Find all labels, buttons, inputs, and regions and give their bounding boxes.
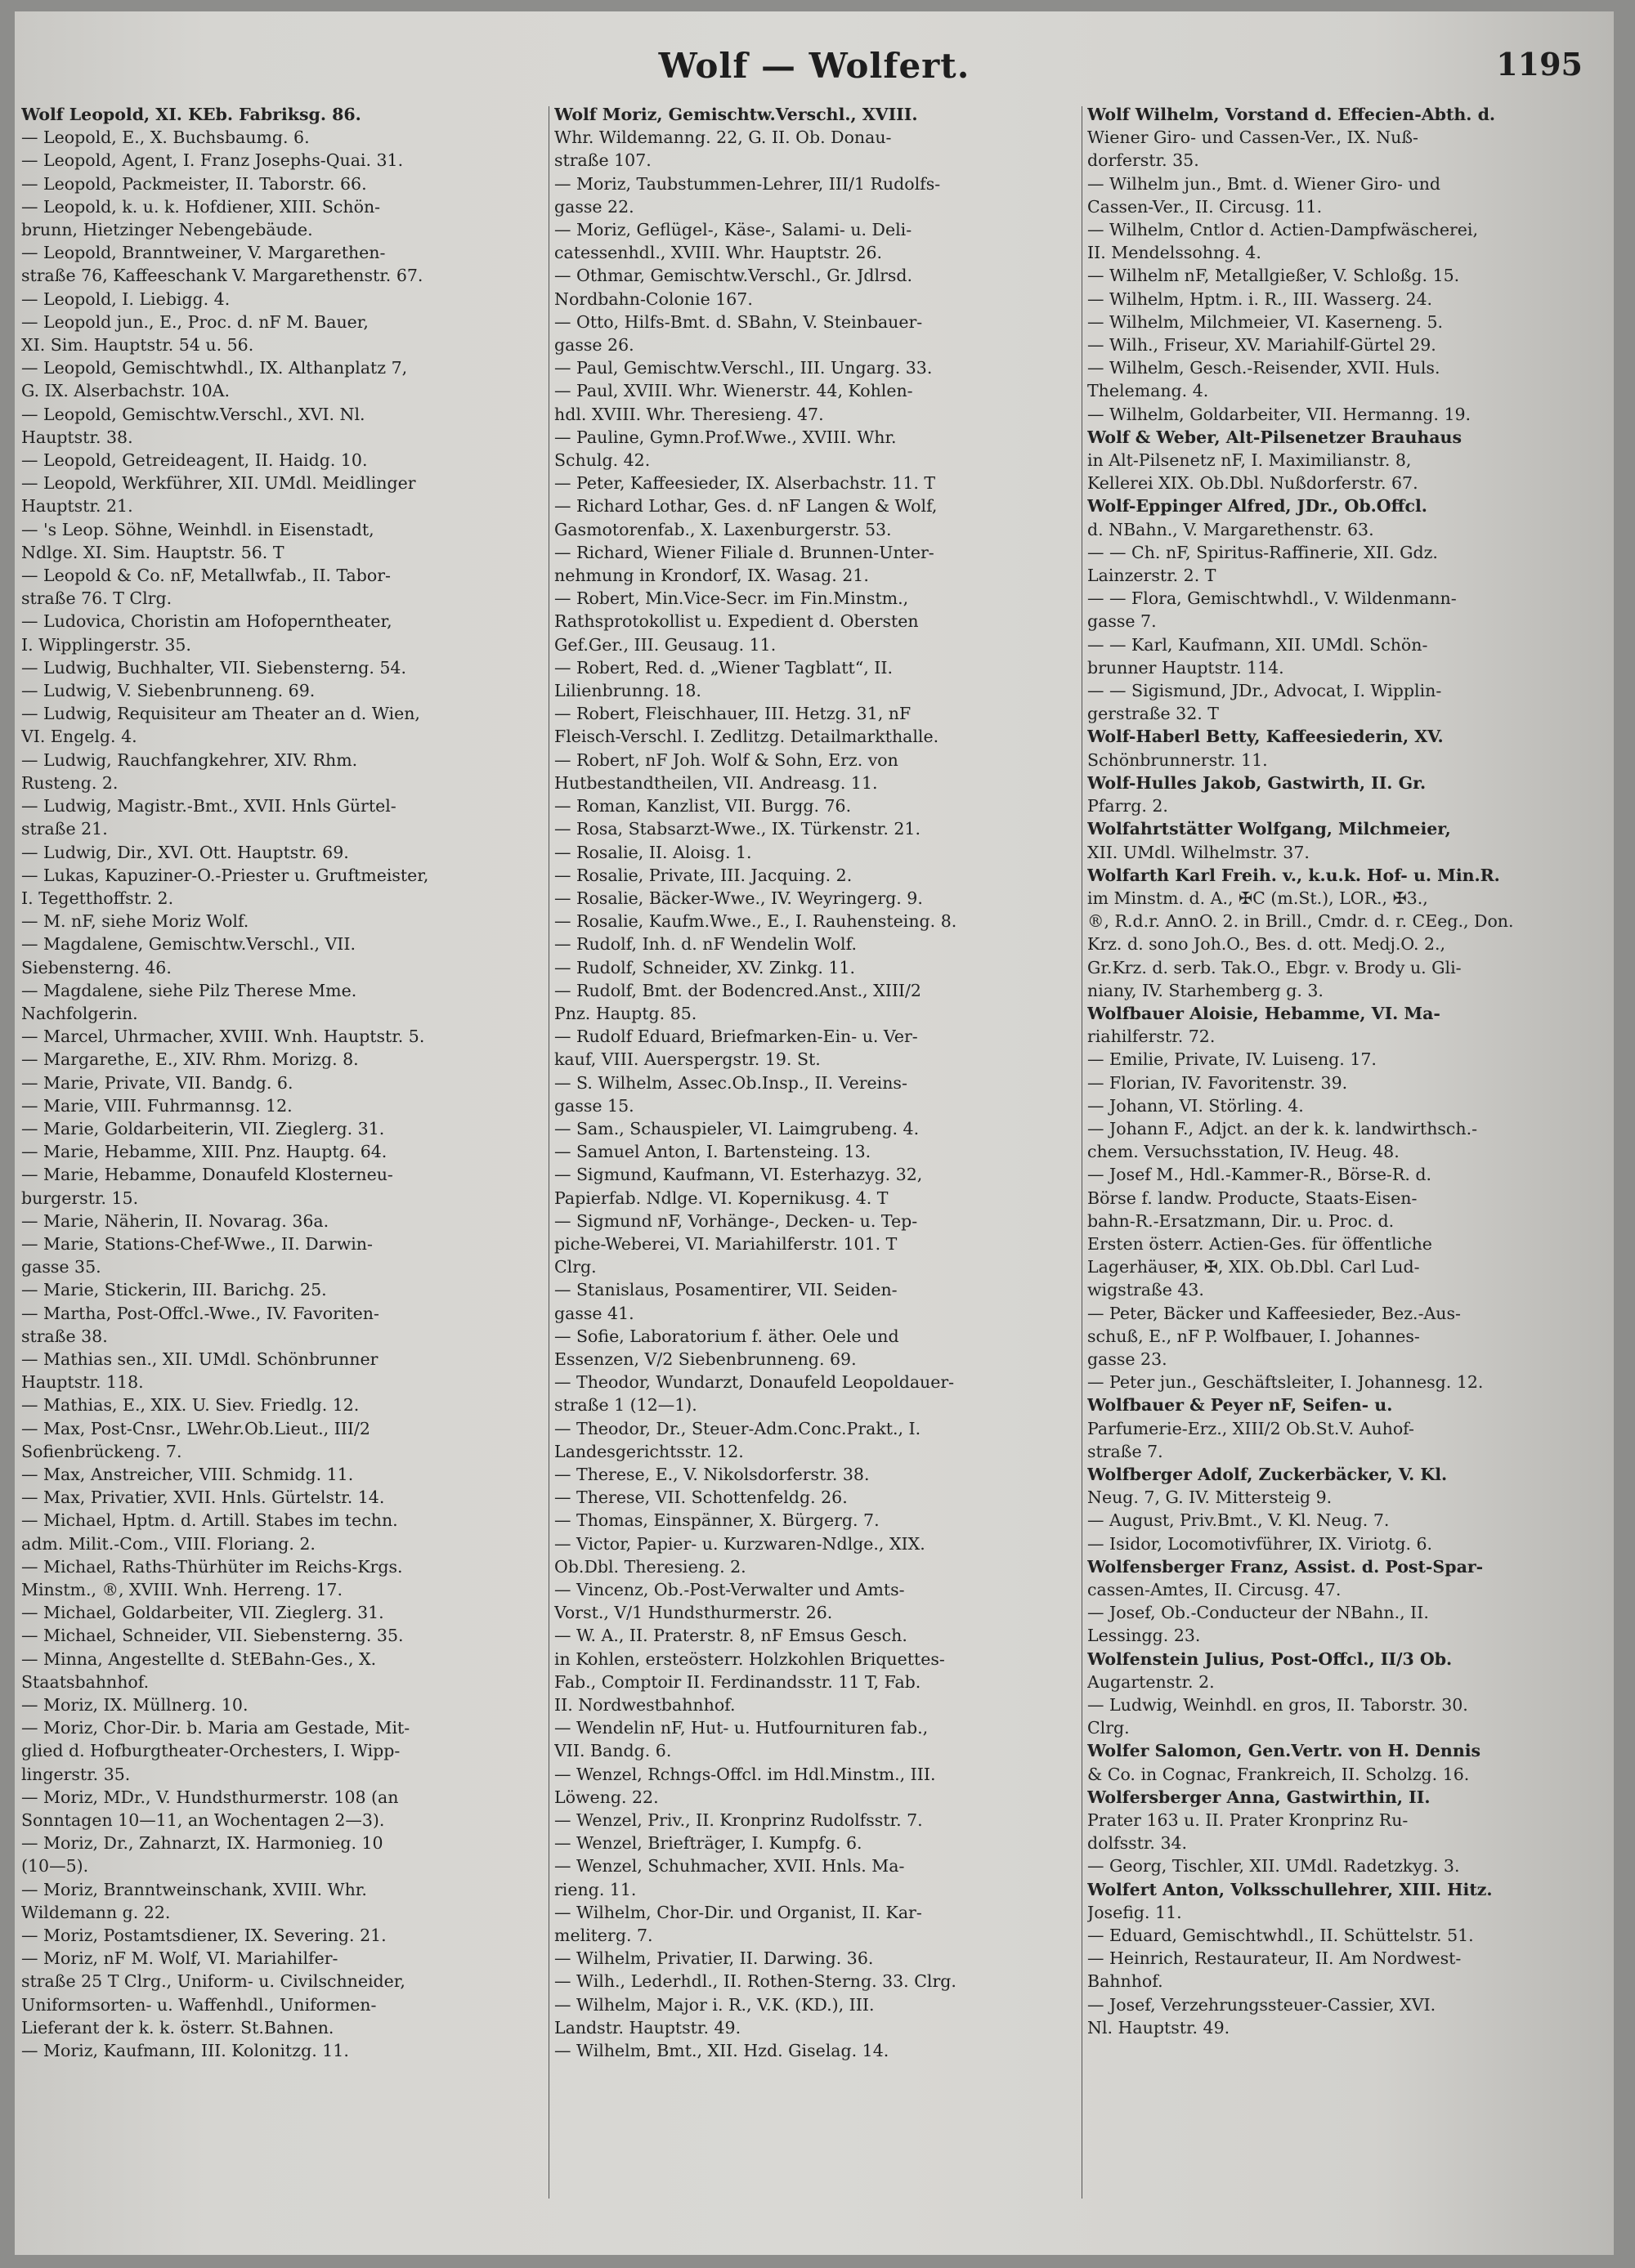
directory-entry-line: — Richard Lothar, Ges. d. nF Langen & Wolf,: [554, 496, 938, 517]
directory-entry-line: — Paul, XVIII. Whr. Wienerstr. 44, Kohlen-: [554, 381, 913, 401]
directory-entry-line: — Marie, Stickerin, III. Barichg. 25.: [21, 1280, 327, 1300]
directory-entry-line: — Sigmund, Kaufmann, VI. Esterhazyg. 32,: [554, 1165, 923, 1185]
directory-entry-line: Wolfberger Adolf, Zuckerbäcker, V. Kl.: [1087, 1464, 1448, 1484]
directory-entry-line: gasse 35.: [21, 1257, 101, 1277]
directory-entry-line: schuß, E., nF P. Wolfbauer, I. Johannes-: [1087, 1326, 1420, 1346]
directory-entry-line: Prater 163 u. II. Prater Kronprinz Ru-: [1087, 1810, 1409, 1831]
directory-entry-line: — Marie, Näherin, II. Novarag. 36a.: [21, 1210, 329, 1231]
directory-entry-line: — Othmar, Gemischtw.Verschl., Gr. Jdlrsd.: [554, 266, 913, 286]
directory-entry-line: — — Sigismund, JDr., Advocat, I. Wipplin-: [1087, 681, 1442, 701]
directory-entry-line: — Vincenz, Ob.-Post-Verwalter und Amts-: [554, 1580, 905, 1599]
directory-entry-line: — Peter jun., Geschäftsleiter, I. Johannesg. 12.: [1087, 1372, 1484, 1393]
directory-entry-line: — Sam., Schauspieler, VI. Laimgrubeng. 4.: [554, 1118, 920, 1138]
directory-entry-line: — Wilhelm nF, Metallgießer, V. Schloßg. 15.: [1087, 266, 1460, 286]
directory-entry-line: im Minstm. d. A., ✠C (m.St.), LOR., ✠3.,: [1087, 888, 1428, 908]
directory-entry-line: Uniformsorten- u. Waffenhdl., Uniformen-: [21, 1994, 377, 2015]
directory-entry-line: — Rudolf, Schneider, XV. Zinkg. 11.: [554, 957, 856, 977]
directory-entry-line: — Wilhelm, Cntlor d. Actien-Dampfwäscherei,: [1087, 220, 1478, 240]
directory-entry-line: — Emilie, Private, IV. Luiseng. 17.: [1087, 1049, 1377, 1070]
directory-entry-line: Wolfahrtstätter Wolfgang, Milchmeier,: [1087, 819, 1451, 839]
directory-entry-line: — Ludwig, Weinhdl. en gros, II. Taborstr. 30.: [1087, 1695, 1468, 1716]
directory-entry-line: Wolf-Haberl Betty, Kaffeesiederin, XV.: [1087, 727, 1444, 747]
directory-entry-line: — Johann F., Adjct. an der k. k. landwirthsch.-: [1087, 1118, 1478, 1138]
directory-entry-line: — Rosa, Stabsarzt-Wwe., IX. Türkenstr. 21.: [554, 819, 921, 839]
directory-entry-line: — Leopold, Branntweiner, V. Margarethen-: [21, 243, 386, 263]
directory-entry-line: kauf, VIII. Auerspergstr. 19. St.: [554, 1049, 821, 1070]
directory-entry-line: Siebensterng. 46.: [21, 957, 172, 977]
directory-entry-line: — Rosalie, Private, III. Jacquing. 2.: [554, 865, 853, 885]
directory-entry-line: VI. Engelg. 4.: [21, 727, 137, 747]
directory-entry-line: Wildemann g. 22.: [21, 1902, 171, 1922]
directory-entry-line: Parfumerie-Erz., XIII/2 Ob.St.V. Auhof-: [1087, 1418, 1414, 1438]
directory-entry-line: — Leopold, Getreideagent, II. Haidg. 10.: [21, 450, 368, 471]
directory-entry-line: — Josef, Ob.-Conducteur der NBahn., II.: [1087, 1603, 1429, 1623]
directory-entry-line: cassen-Amtes, II. Circusg. 47.: [1087, 1580, 1342, 1599]
directory-entry-line: — Max, Anstreicher, VIII. Schmidg. 11.: [21, 1464, 354, 1484]
directory-entry-line: Nachfolgerin.: [21, 1003, 138, 1023]
directory-entry-line: straße 25 T Clrg., Uniform- u. Civilschneider,: [21, 1971, 405, 1992]
directory-entry-line: — Leopold, Packmeister, II. Taborstr. 66.: [21, 173, 367, 194]
directory-entry-line: brunn, Hietzinger Nebengebäude.: [21, 220, 313, 240]
directory-entry-line: — Robert, nF Joh. Wolf & Sohn, Erz. von: [554, 749, 898, 770]
directory-entry-line: — Thomas, Einspänner, X. Bürgerg. 7.: [554, 1510, 880, 1531]
directory-entry-line: — Michael, Goldarbeiter, VII. Zieglerg. 31.: [21, 1603, 384, 1623]
directory-entry-line: straße 107.: [554, 150, 652, 171]
directory-entry-line: — Rudolf, Inh. d. nF Wendelin Wolf.: [554, 934, 857, 955]
directory-entry-line: — Florian, IV. Favoritenstr. 39.: [1087, 1072, 1348, 1093]
directory-entry-line: Wolfarth Karl Freih. v., k.u.k. Hof- u. Min.R.: [1087, 865, 1500, 885]
directory-entry-line: — Moriz, MDr., V. Hundsthurmerstr. 108 (an: [21, 1787, 399, 1807]
directory-entry-line: — Wilhelm, Gesch.-Reisender, XVII. Huls.: [1087, 358, 1440, 378]
directory-entry-line: piche-Weberei, VI. Mariahilferstr. 101. T: [554, 1233, 898, 1254]
directory-entry-line: — S. Wilhelm, Assec.Ob.Insp., II. Vereins-: [554, 1072, 907, 1093]
directory-entry-line: — Rosalie, Bäcker-Wwe., IV. Weyringerg. 9.: [554, 888, 923, 908]
directory-entry-line: Papierfab. Ndlge. VI. Kopernikusg. 4. T: [554, 1188, 889, 1208]
directory-entry-line: Wolf Wilhelm, Vorstand d. Effecien-Abth. d.: [1087, 105, 1496, 124]
directory-entry-line: Krz. d. sono Joh.O., Bes. d. ott. Medj.O. 2.,: [1087, 934, 1446, 955]
directory-entry-line: — Moriz, Taubstummen-Lehrer, III/1 Rudolfs-: [554, 173, 941, 194]
directory-entry-line: — Marie, Private, VII. Bandg. 6.: [21, 1072, 293, 1093]
directory-entry-line: Lilienbrunng. 18.: [554, 681, 701, 701]
column-2: [554, 103, 1079, 2228]
directory-entry-line: glied d. Hofburgtheater-Orchesters, I. Wipp-: [21, 1741, 401, 1761]
directory-entry-line: — Heinrich, Restaurateur, II. Am Nordwest-: [1087, 1948, 1462, 1969]
directory-entry-line: II. Nordwestbahnhof.: [554, 1695, 736, 1716]
directory-entry-line: — Marie, Hebamme, XIII. Pnz. Hauptg. 64.: [21, 1142, 387, 1162]
directory-entry-line: — Leopold jun., E., Proc. d. nF M. Bauer,: [21, 311, 369, 332]
directory-entry-line: G. IX. Alserbachstr. 10A.: [21, 381, 230, 401]
directory-entry-line: — Moriz, Chor-Dir. b. Maria am Gestade, Mit-: [21, 1718, 410, 1738]
directory-entry-line: Staatsbahnhof.: [21, 1671, 150, 1692]
directory-entry-line: — August, Priv.Bmt., V. Kl. Neug. 7.: [1087, 1510, 1390, 1531]
directory-entry-line: — Ludwig, Magistr.-Bmt., XVII. Hnls Gürtel-: [21, 796, 396, 816]
directory-entry-line: — W. A., II. Praterstr. 8, nF Emsus Gesch.: [554, 1626, 907, 1646]
directory-entry-line: chem. Versuchsstation, IV. Heug. 48.: [1087, 1142, 1400, 1162]
directory-entry-line: — Wilhelm jun., Bmt. d. Wiener Giro- und: [1087, 173, 1441, 194]
directory-entry-line: — Marie, VIII. Fuhrmannsg. 12.: [21, 1095, 293, 1116]
directory-page: [15, 11, 1614, 2255]
directory-entry-line: — Martha, Post-Offcl.-Wwe., IV. Favoriten-: [21, 1303, 379, 1323]
column-3: [1087, 103, 1612, 2228]
directory-entry-line: — Robert, Min.Vice-Secr. im Fin.Minstm.,: [554, 588, 909, 609]
directory-entry-line: straße 38.: [21, 1326, 108, 1346]
directory-entry-line: Wolfensberger Franz, Assist. d. Post-Spar-: [1087, 1556, 1484, 1577]
directory-entry-line: dorferstr. 35.: [1087, 150, 1199, 171]
directory-entry-line: — Sofie, Laboratorium f. äther. Oele und: [554, 1326, 899, 1346]
directory-entry-line: — — Karl, Kaufmann, XII. UMdl. Schön-: [1087, 634, 1428, 655]
directory-entry-line: Landesgerichtsstr. 12.: [554, 1441, 744, 1461]
directory-entry-line: — Johann, VI. Störling. 4.: [1087, 1095, 1304, 1116]
directory-entry-line: Thelemang. 4.: [1087, 381, 1209, 401]
directory-entry-line: — Stanislaus, Posamentirer, VII. Seiden-: [554, 1280, 898, 1300]
directory-entry-line: — Wilhelm, Goldarbeiter, VII. Hermanng. 19.: [1087, 404, 1472, 424]
directory-entry-line: Lagerhäuser, ✠, XIX. Ob.Dbl. Carl Lud-: [1087, 1257, 1420, 1277]
directory-entry-line: — Moriz, IX. Müllnerg. 10.: [21, 1695, 249, 1716]
directory-entry-line: — Ludwig, Dir., XVI. Ott. Hauptstr. 69.: [21, 842, 349, 862]
directory-entry-line: — Leopold, E., X. Buchsbaumg. 6.: [21, 127, 310, 148]
directory-entry-line: (10—5).: [21, 1856, 89, 1877]
directory-entry-line: — Robert, Red. d. „Wiener Tagblatt“, II.: [554, 657, 893, 678]
directory-entry-line: Schönbrunnerstr. 11.: [1087, 749, 1268, 770]
directory-entry-line: XI. Sim. Hauptstr. 54 u. 56.: [21, 335, 254, 356]
directory-entry-line: — Isidor, Locomotivführer, IX. Viriotg. 6.: [1087, 1533, 1433, 1554]
directory-entry-line: — Minna, Angestellte d. StEBahn-Ges., X.: [21, 1648, 377, 1669]
directory-entry-line: — Mathias, E., XIX. U. Siev. Friedlg. 12.: [21, 1395, 360, 1416]
directory-entry-line: Wolfer Salomon, Gen.Vertr. von H. Dennis: [1087, 1741, 1481, 1761]
directory-entry-line: gasse 7.: [1087, 611, 1157, 632]
directory-entry-line: Sonntagen 10—11, an Wochentagen 2—3).: [21, 1810, 385, 1831]
directory-entry-line: — Roman, Kanzlist, VII. Burgg. 76.: [554, 796, 852, 816]
directory-entry-line: — Therese, E., V. Nikolsdorferstr. 38.: [554, 1464, 870, 1484]
directory-entry-line: — Michael, Hptm. d. Artill. Stabes im techn.: [21, 1510, 398, 1531]
directory-entry-line: riahilferstr. 72.: [1087, 1027, 1216, 1047]
directory-entry-line: Landstr. Hauptstr. 49.: [554, 2017, 741, 2038]
directory-entry-line: burgerstr. 15.: [21, 1188, 139, 1208]
directory-entry-line: nehmung in Krondorf, IX. Wasag. 21.: [554, 566, 869, 586]
directory-entry-line: — Peter, Kaffeesieder, IX. Alserbachstr. 11. T: [554, 473, 936, 494]
directory-entry-line: Bahnhof.: [1087, 1971, 1163, 1992]
directory-entry-line: Löweng. 22.: [554, 1787, 659, 1807]
directory-entry-line: — Moriz, nF M. Wolf, VI. Mariahilfer-: [21, 1948, 338, 1969]
directory-entry-line: Essenzen, V/2 Siebenbrunneng. 69.: [554, 1349, 857, 1369]
directory-entry-line: — Moriz, Kaufmann, III. Kolonitzg. 11.: [21, 2041, 349, 2061]
directory-entry-line: — Wilh., Lederhdl., II. Rothen-Sterng. 33. Clrg.: [554, 1971, 956, 1992]
directory-entry-line: — Peter, Bäcker und Kaffeesieder, Bez.-Aus-: [1087, 1303, 1461, 1323]
directory-entry-line: & Co. in Cognac, Frankreich, II. Scholzg. 16.: [1087, 1764, 1470, 1784]
directory-entry-line: XII. UMdl. Wilhelmstr. 37.: [1087, 842, 1310, 862]
directory-entry-line: — Michael, Schneider, VII. Siebensterng. 35.: [21, 1626, 404, 1646]
directory-entry-line: — Theodor, Wundarzt, Donaufeld Leopoldauer-: [554, 1372, 955, 1393]
directory-entry-line: I. Wipplingerstr. 35.: [21, 634, 191, 655]
directory-entry-line: — Leopold, k. u. k. Hofdiener, XIII. Schön-: [21, 196, 381, 217]
directory-entry-line: Nl. Hauptstr. 49.: [1087, 2017, 1230, 2038]
directory-entry-line: — Moriz, Branntweinschank, XVIII. Whr.: [21, 1879, 367, 1899]
directory-entry-line: — Magdalene, Gemischtw.Verschl., VII.: [21, 934, 356, 955]
directory-entry-line: — Wenzel, Priv., II. Kronprinz Rudolfsstr. 7.: [554, 1810, 923, 1831]
directory-entry-line: Whr. Wildemanng. 22, G. II. Ob. Donau-: [554, 127, 892, 148]
directory-entry-line: — Eduard, Gemischtwhdl., II. Schüttelstr. 51.: [1087, 1926, 1474, 1946]
directory-entry-line: — Leopold, I. Liebigg. 4.: [21, 289, 231, 309]
directory-entry-line: Wolfenstein Julius, Post-Offcl., II/3 Ob.: [1087, 1648, 1453, 1669]
directory-entry-line: — Wilhelm, Privatier, II. Darwing. 36.: [554, 1948, 874, 1969]
directory-entry-line: dolfsstr. 34.: [1087, 1833, 1188, 1854]
directory-entry-line: Wolfbauer & Peyer nF, Seifen- u.: [1087, 1395, 1393, 1416]
directory-entry-line: straße 21.: [21, 819, 108, 839]
directory-entry-line: Lainzerstr. 2. T: [1087, 566, 1216, 586]
directory-entry-line: — Marcel, Uhrmacher, XVIII. Wnh. Hauptstr. 5.: [21, 1027, 425, 1047]
directory-entry-line: Wolf-Eppinger Alfred, JDr., Ob.Offcl.: [1087, 496, 1427, 517]
directory-entry-line: — — Flora, Gemischtwhdl., V. Wildenmann-: [1087, 588, 1457, 609]
directory-entry-line: Neug. 7, G. IV. Mittersteig 9.: [1087, 1487, 1333, 1508]
directory-entry-line: Pnz. Hauptg. 85.: [554, 1003, 697, 1023]
directory-entry-line: — Ludwig, Requisiteur am Theater an d. Wien,: [21, 704, 420, 724]
directory-entry-line: — Leopold, Gemischtw.Verschl., XVI. Nl.: [21, 404, 365, 424]
directory-entry-line: — Wilhelm, Milchmeier, VI. Kaserneng. 5.: [1087, 311, 1444, 332]
directory-entry-line: Pfarrg. 2.: [1087, 796, 1168, 816]
directory-entry-line: — Rudolf, Bmt. der Bodencred.Anst., XIII/2: [554, 980, 921, 1000]
directory-entry-line: Cassen-Ver., II. Circusg. 11.: [1087, 196, 1323, 217]
directory-entry-line: — Paul, Gemischtw.Verschl., III. Ungarg. 33.: [554, 358, 933, 378]
directory-entry-line: brunner Hauptstr. 114.: [1087, 657, 1284, 678]
directory-entry-line: gasse 15.: [554, 1095, 634, 1116]
directory-entry-line: — Josef M., Hdl.-Kammer-R., Börse-R. d.: [1087, 1165, 1432, 1185]
directory-entry-line: Lieferant der k. k. österr. St.Bahnen.: [21, 2017, 334, 2038]
directory-entry-line: in Alt-Pilsenetz nF, I. Maximilianstr. 8,: [1087, 450, 1412, 471]
directory-entry-line: — — Ch. nF, Spiritus-Raffinerie, XII. Gdz.: [1087, 542, 1438, 562]
directory-entry-line: gasse 23.: [1087, 1349, 1167, 1369]
directory-entry-line: I. Tegetthoffstr. 2.: [21, 888, 174, 908]
directory-entry-line: bahn-R.-Ersatzmann, Dir. u. Proc. d.: [1087, 1210, 1395, 1231]
directory-entry-line: — Samuel Anton, I. Bartensteing. 13.: [554, 1142, 871, 1162]
directory-entry-line: Ob.Dbl. Theresieng. 2.: [554, 1556, 746, 1577]
directory-entry-line: straße 1 (12—1).: [554, 1395, 697, 1416]
directory-entry-line: — Marie, Goldarbeiterin, VII. Zieglerg. 31.: [21, 1118, 385, 1138]
directory-entry-line: straße 76, Kaffeeschank V. Margarethenstr. 67.: [21, 266, 423, 286]
directory-entry-line: Vorst., V/1 Hundsthurmerstr. 26.: [554, 1603, 833, 1623]
directory-entry-line: — Leopold & Co. nF, Metallwfab., II. Tabor-: [21, 566, 391, 586]
directory-entry-line: gasse 26.: [554, 335, 634, 356]
directory-entry-line: Schulg. 42.: [554, 450, 651, 471]
directory-entry-line: — Ludwig, Rauchfangkehrer, XIV. Rhm.: [21, 749, 358, 770]
directory-entry-line: Gr.Krz. d. serb. Tak.O., Ebgr. v. Brody u. Gli-: [1087, 957, 1462, 977]
directory-entry-line: ®, R.d.r. AnnO. 2. in Brill., Cmdr. d. r. CEeg., Don.: [1087, 911, 1514, 932]
directory-entry-line: — Rosalie, II. Aloisg. 1.: [554, 842, 752, 862]
directory-entry-line: adm. Milit.-Com., VIII. Floriang. 2.: [21, 1533, 316, 1554]
directory-entry-line: in Kohlen, ersteösterr. Holzkohlen Briquettes-: [554, 1648, 945, 1669]
directory-entry-line: — Rosalie, Kaufm.Wwe., E., I. Rauhensteing. 8.: [554, 911, 957, 932]
directory-entry-line: — Max, Privatier, XVII. Hnls. Gürtelstr. 14.: [21, 1487, 385, 1508]
directory-entry-line: — Lukas, Kapuziner-O.-Priester u. Gruftmeister,: [21, 865, 429, 885]
directory-entry-line: wigstraße 43.: [1087, 1280, 1204, 1300]
directory-entry-line: Wolf & Weber, Alt-Pilsenetzer Brauhaus: [1087, 427, 1462, 447]
directory-entry-line: Wiener Giro- und Cassen-Ver., IX. Nuß-: [1087, 127, 1418, 148]
directory-entry-line: Hutbestandtheilen, VII. Andreasg. 11.: [554, 772, 878, 793]
directory-entry-line: Wolfersberger Anna, Gastwirthin, II.: [1087, 1787, 1431, 1807]
directory-entry-line: — Josef, Verzehrungssteuer-Cassier, XVI.: [1087, 1994, 1436, 2015]
directory-entry-line: — Moriz, Geflügel-, Käse-, Salami- u. Deli-: [554, 220, 912, 240]
directory-entry-line: — Wendelin nF, Hut- u. Hutfournituren fab.,: [554, 1718, 929, 1738]
directory-entry-line: Wolfbauer Aloisie, Hebamme, VI. Ma-: [1087, 1003, 1440, 1023]
directory-entry-line: Rusteng. 2.: [21, 772, 119, 793]
directory-entry-line: Hauptstr. 38.: [21, 427, 133, 447]
directory-entry-line: — Wenzel, Briefträger, I. Kumpfg. 6.: [554, 1833, 862, 1854]
directory-entry-line: — Leopold, Agent, I. Franz Josephs-Quai. 31.: [21, 150, 404, 171]
directory-entry-line: gasse 41.: [554, 1303, 634, 1323]
directory-entry-line: Kellerei XIX. Ob.Dbl. Nußdorferstr. 67.: [1087, 473, 1418, 494]
running-head: [15, 46, 1614, 95]
directory-entry-line: — Georg, Tischler, XII. UMdl. Radetzkyg. 3.: [1087, 1856, 1460, 1877]
directory-entry-line: Ersten österr. Actien-Ges. für öffentliche: [1087, 1233, 1432, 1254]
directory-entry-line: Börse f. landw. Producte, Staats-Eisen-: [1087, 1188, 1418, 1208]
directory-entry-line: — Ludwig, V. Siebenbrunneng. 69.: [21, 681, 316, 701]
directory-entry-line: — 's Leop. Söhne, Weinhdl. in Eisenstadt,: [21, 519, 374, 539]
directory-entry-line: — Therese, VII. Schottenfeldg. 26.: [554, 1487, 848, 1508]
directory-entry-line: — Wilhelm, Major i. R., V.K. (KD.), III.: [554, 1994, 875, 2015]
directory-entry-line: — Leopold, Werkführer, XII. UMdl. Meidlinger: [21, 473, 416, 494]
directory-entry-line: Fab., Comptoir II. Ferdinandsstr. 11 T, Fab.: [554, 1671, 921, 1692]
directory-entry-line: Fleisch-Verschl. I. Zedlitzg. Detailmarkthalle.: [554, 727, 939, 747]
directory-entry-line: — Theodor, Dr., Steuer-Adm.Conc.Prakt., I.: [554, 1418, 921, 1438]
directory-entry-line: Clrg.: [554, 1257, 597, 1277]
directory-entry-line: gerstraße 32. T: [1087, 704, 1219, 724]
directory-entry-line: — Moriz, Dr., Zahnarzt, IX. Harmonieg. 10: [21, 1833, 383, 1854]
directory-entry-line: Lessingg. 23.: [1087, 1626, 1201, 1646]
directory-entry-line: Gef.Ger., III. Geusaug. 11.: [554, 634, 777, 655]
directory-entry-line: straße 76. T Clrg.: [21, 588, 172, 609]
directory-entry-line: — Ludwig, Buchhalter, VII. Siebensterng. 54.: [21, 657, 406, 678]
directory-columns: [15, 103, 1614, 2228]
directory-entry-line: — Wilh., Friseur, XV. Mariahilf-Gürtel 29.: [1087, 335, 1436, 356]
directory-entry-line: straße 7.: [1087, 1441, 1163, 1461]
directory-entry-line: — Rudolf Eduard, Briefmarken-Ein- u. Ver-: [554, 1027, 918, 1047]
directory-entry-line: — Moriz, Postamtsdiener, IX. Severing. 21.: [21, 1926, 387, 1946]
directory-entry-line: d. NBahn., V. Margarethenstr. 63.: [1087, 519, 1374, 539]
directory-entry-line: Wolf-Hulles Jakob, Gastwirth, II. Gr.: [1087, 772, 1427, 793]
directory-entry-line: — Michael, Raths-Thürhüter im Reichs-Krgs.: [21, 1556, 403, 1577]
directory-entry-line: Hauptstr. 118.: [21, 1372, 144, 1393]
directory-entry-line: — Mathias sen., XII. UMdl. Schönbrunner: [21, 1349, 379, 1369]
directory-entry-line: — Pauline, Gymn.Prof.Wwe., XVIII. Whr.: [554, 427, 897, 447]
directory-entry-line: II. Mendelssohng. 4.: [1087, 243, 1261, 263]
directory-entry-line: Nordbahn-Colonie 167.: [554, 289, 753, 309]
directory-entry-line: Augartenstr. 2.: [1087, 1671, 1215, 1692]
directory-entry-line: gasse 22.: [554, 196, 634, 217]
directory-entry-line: — Marie, Hebamme, Donaufeld Klosterneu-: [21, 1165, 393, 1185]
directory-entry-line: Sofienbrückeng. 7.: [21, 1441, 182, 1461]
page-number: 1195: [1496, 46, 1583, 83]
directory-entry-line: Hauptstr. 21.: [21, 496, 133, 517]
directory-entry-line: Wolf Moriz, Gemischtw.Verschl., XVIII.: [554, 105, 918, 124]
directory-entry-line: — Magdalene, siehe Pilz Therese Mme.: [21, 980, 357, 1000]
directory-entry-line: — Wenzel, Rchngs-Offcl. im Hdl.Minstm., III.: [554, 1764, 936, 1784]
directory-entry-line: catessenhdl., XVIII. Whr. Hauptstr. 26.: [554, 243, 883, 263]
directory-entry-line: — Richard, Wiener Filiale d. Brunnen-Unter-: [554, 542, 934, 562]
page-title: Wolf — Wolfert.: [658, 46, 970, 86]
directory-entry-line: Gasmotorenfab., X. Laxenburgerstr. 53.: [554, 519, 892, 539]
directory-entry-line: — Ludovica, Choristin am Hofoperntheater,: [21, 611, 392, 632]
directory-entry-line: — Wilhelm, Bmt., XII. Hzd. Giselag. 14.: [554, 2041, 889, 2061]
directory-entry-line: lingerstr. 35.: [21, 1764, 131, 1784]
directory-entry-line: — Marie, Stations-Chef-Wwe., II. Darwin-: [21, 1233, 373, 1254]
directory-entry-line: — Robert, Fleischhauer, III. Hetzg. 31, nF: [554, 704, 912, 724]
directory-entry-line: rieng. 11.: [554, 1879, 637, 1899]
directory-entry-line: — Leopold, Gemischtwhdl., IX. Althanplatz 7,: [21, 358, 408, 378]
directory-entry-line: hdl. XVIII. Whr. Theresieng. 47.: [554, 404, 824, 424]
column-1: [21, 103, 546, 2228]
directory-entry-line: — Sigmund nF, Vorhänge-, Decken- u. Tep-: [554, 1210, 918, 1231]
directory-entry-line: niany, IV. Starhemberg g. 3.: [1087, 980, 1324, 1000]
directory-entry-line: VII. Bandg. 6.: [554, 1741, 672, 1761]
directory-entry-line: — M. nF, siehe Moriz Wolf.: [21, 911, 249, 932]
directory-entry-line: Wolfert Anton, Volksschullehrer, XIII. Hitz.: [1087, 1879, 1493, 1899]
directory-entry-line: — Wilhelm, Hptm. i. R., III. Wasserg. 24.: [1087, 289, 1433, 309]
directory-entry-line: meliterg. 7.: [554, 1926, 653, 1946]
directory-entry-line: — Max, Post-Cnsr., LWehr.Ob.Lieut., III/2: [21, 1418, 370, 1438]
directory-entry-line: Rathsprotokollist u. Expedient d. Obersten: [554, 611, 919, 632]
directory-entry-line: Josefig. 11.: [1087, 1902, 1182, 1922]
directory-entry-line: — Otto, Hilfs-Bmt. d. SBahn, V. Steinbauer-: [554, 311, 923, 332]
directory-entry-line: Minstm., ®, XVIII. Wnh. Herreng. 17.: [21, 1580, 343, 1599]
directory-entry-line: — Wilhelm, Chor-Dir. und Organist, II. Kar-: [554, 1902, 922, 1922]
directory-entry-line: — Margarethe, E., XIV. Rhm. Morizg. 8.: [21, 1049, 359, 1070]
directory-entry-line: — Victor, Papier- u. Kurzwaren-Ndlge., XIX.: [554, 1533, 925, 1554]
directory-entry-line: Wolf Leopold, XI. KEb. Fabriksg. 86.: [21, 105, 361, 124]
directory-entry-line: Clrg.: [1087, 1718, 1130, 1738]
directory-entry-line: — Wenzel, Schuhmacher, XVII. Hnls. Ma-: [554, 1856, 905, 1877]
directory-entry-line: Ndlge. XI. Sim. Hauptstr. 56. T: [21, 542, 284, 562]
